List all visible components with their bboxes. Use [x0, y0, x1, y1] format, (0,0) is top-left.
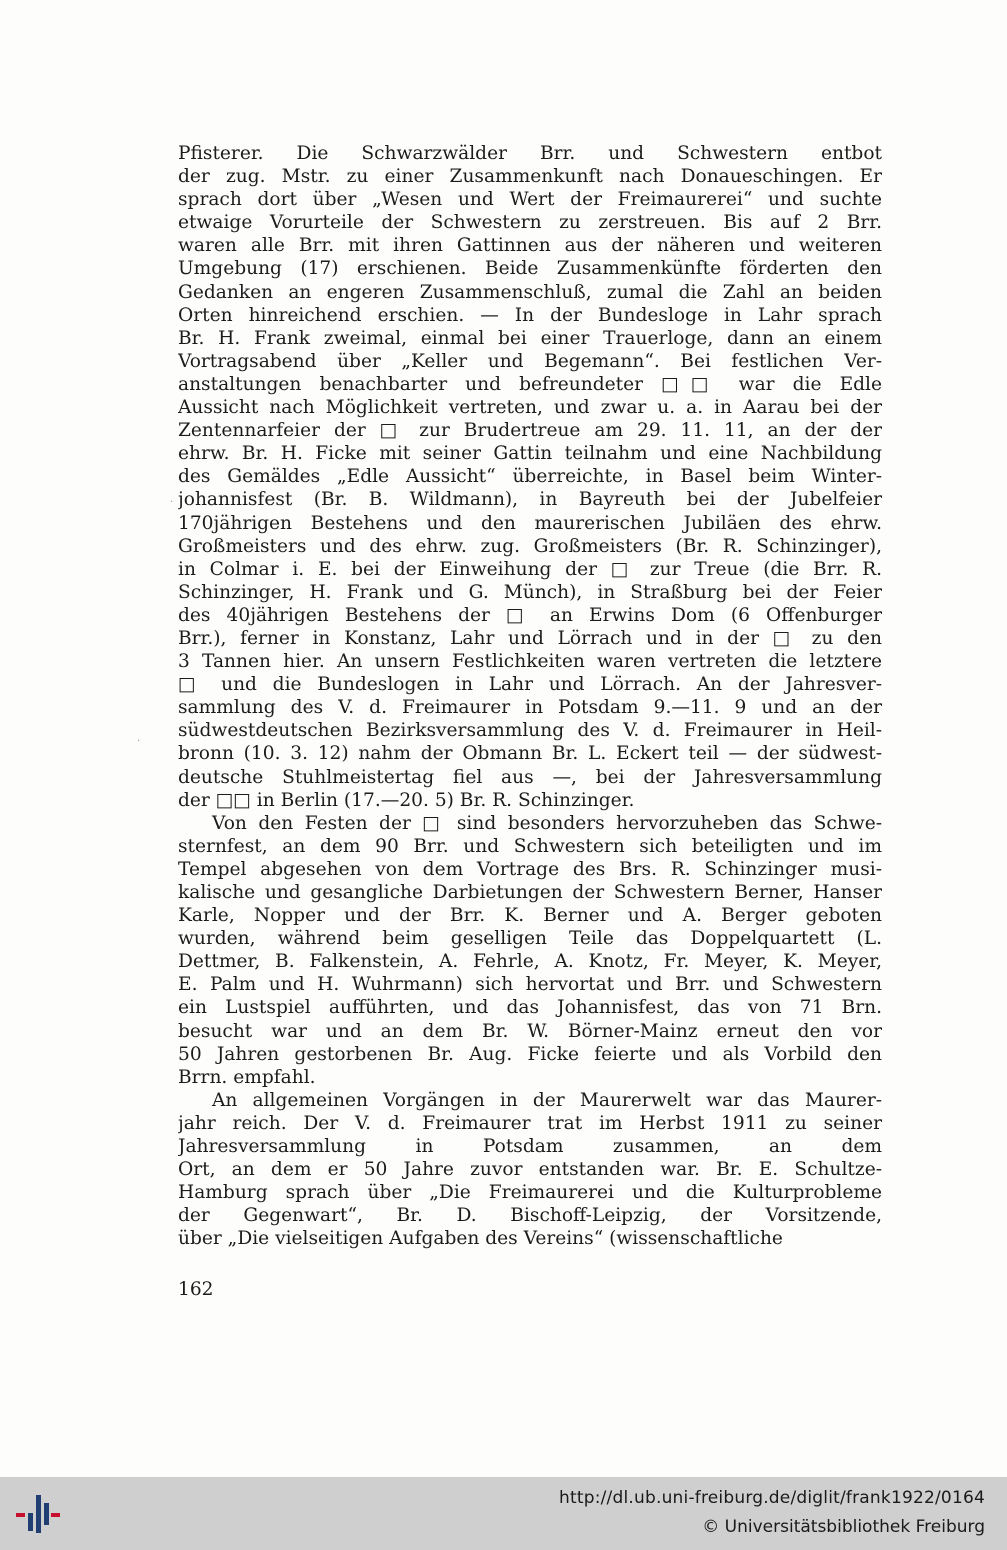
text-line: Ort, an dem er 50 Jahre zuvor entstanden war. Br. E. Schultze- — [178, 1159, 882, 1181]
text-line: etwaige Vorurteile der Schwestern zu zerstreuen. Bis auf 2 Brr. — [178, 212, 882, 234]
text-line: sprach dort über „Wesen und Wert der Freimaurerei“ und suchte — [178, 189, 882, 211]
text-line: Hamburg sprach über „Die Freimaurerei und die Kulturprobleme — [178, 1182, 882, 1204]
text-line: Aussicht nach Möglichkeit vertreten, und zwar u. a. in Aarau bei der — [178, 397, 882, 419]
copyright-notice: © Universitätsbibliothek Freiburg — [702, 1517, 985, 1537]
text-line: Pfisterer. Die Schwarzwälder Brr. und Schwestern entbot — [178, 143, 882, 164]
text-line: Orten hinreichend erschien. — In der Bundesloge in Lahr sprach — [178, 304, 882, 326]
text-line: wurden, während beim geselligen Teile das Doppelquartett (L. — [178, 928, 882, 950]
text-line: sternfest, an dem 90 Brr. und Schwestern sich beteiligten und im — [178, 835, 882, 857]
text-line: An allgemeinen Vorgängen in der Maurerwelt war das Maurer- — [212, 1089, 882, 1111]
text-line: kalische und gesangliche Darbietungen der Schwestern Berner, Hanser — [178, 882, 882, 903]
text-line: 50 Jahren gestorbenen Br. Aug. Ficke feierte und als Vorbild den — [178, 1043, 882, 1065]
margin-mark: · — [170, 497, 174, 508]
text-line: waren alle Brr. mit ihren Gattinnen aus der näheren und weiteren — [178, 235, 882, 257]
text-line: 170jährigen Bestehens und den maurerischen Jubiläen des ehrw. — [178, 512, 882, 534]
text-line: Brrn. empfahl. — [178, 1066, 316, 1088]
text-line: Dettmer, B. Falkenstein, A. Fehrle, A. Knotz, Fr. Meyer, K. Meyer, — [178, 951, 882, 973]
page-number: 162 — [178, 1279, 214, 1300]
text-line: Tempel abgesehen von dem Vortrage des Brs. R. Schinzinger musi- — [178, 858, 882, 880]
text-line: ehrw. Br. H. Ficke mit seiner Gattin teilnahm und eine Nachbildung — [178, 443, 882, 465]
text-line: der zug. Mstr. zu einer Zusammenkunft nach Donaueschingen. Er — [178, 166, 882, 188]
text-line: johannisfest (Br. B. Wildmann), in Bayreuth bei der Jubelfeier — [178, 489, 882, 511]
text-line: Umgebung (17) erschienen. Beide Zusammenkünfte förderten den — [178, 258, 882, 280]
text-line: Vortragsabend über „Keller und Begemann“. Bei festlichen Ver- — [178, 350, 882, 372]
text-line: des 40jährigen Bestehens der □ an Erwins Dom (6 Offenburger — [178, 604, 882, 626]
text-line: Schinzinger, H. Frank und G. Münch), in Straßburg bei der Feier — [178, 581, 882, 603]
text-line: Jahresversammlung in Potsdam zusammen, an dem — [178, 1136, 882, 1158]
text-line: Karle, Nopper und der Brr. K. Berner und A. Berger geboten — [178, 905, 882, 927]
text-line: □ und die Bundeslogen in Lahr und Lörrach. An der Jahresver- — [178, 674, 882, 696]
text-line: Gedanken an engeren Zusammenschluß, zumal die Zahl an beiden — [178, 281, 882, 303]
text-line: der □□ in Berlin (17.—20. 5) Br. R. Schinzinger. — [178, 789, 635, 811]
text-line: der Gegenwart“, Br. D. Bischoff-Leipzig, der Vorsitzende, — [178, 1205, 882, 1227]
text-line: über „Die vielseitigen Aufgaben des Vereins“ (wissenschaftliche — [178, 1228, 783, 1250]
text-line: in Colmar i. E. bei der Einweihung der □ zur Treue (die Brr. R. — [178, 558, 882, 580]
text-line: deutsche Stuhlmeistertag fiel aus —, bei der Jahresversammlung — [178, 766, 882, 788]
text-line: E. Palm und H. Wuhrmann) sich hervortat und Brr. und Schwestern — [178, 974, 882, 996]
text-line: sammlung des V. d. Freimaurer in Potsdam 9.—11. 9 und an der — [178, 697, 882, 719]
body-text — [178, 142, 882, 1251]
text-line: bronn (10. 3. 12) nahm der Obmann Br. L. Eckert teil — der südwest- — [178, 743, 882, 765]
text-line: jahr reich. Der V. d. Freimaurer trat im Herbst 1911 zu seiner — [178, 1112, 882, 1134]
margin-mark: · — [137, 736, 141, 747]
permalink-url[interactable]: http://dl.ub.uni-freiburg.de/diglit/frank1922/0164 — [559, 1488, 985, 1508]
text-line: ein Lustspiel aufführten, und das Johannisfest, das von 71 Brn. — [178, 997, 882, 1019]
text-line: anstaltungen benachbarter und befreundeter □□ war die Edle — [178, 373, 882, 395]
text-line: Br. H. Frank zweimal, einmal bei einer Trauerloge, dann an einem — [178, 327, 882, 349]
text-line: 3 Tannen hier. An unsern Festlichkeiten waren vertreten die letztere — [178, 651, 882, 673]
text-line: Großmeisters und des ehrw. zug. Großmeisters (Br. R. Schinzinger), — [178, 535, 882, 557]
text-line: Brr.), ferner in Konstanz, Lahr und Lörrach und in der □ zu den — [178, 627, 882, 649]
footer-bar — [0, 1477, 1007, 1550]
text-line: besucht war und an dem Br. W. Börner-Mainz erneut den vor — [178, 1020, 882, 1042]
text-line: des Gemäldes „Edle Aussicht“ überreichte, in Basel beim Winter- — [178, 466, 882, 488]
text-line: südwestdeutschen Bezirksversammlung des V. d. Freimaurer in Heil- — [178, 720, 882, 742]
ub-freiburg-logo-icon[interactable] — [14, 1491, 62, 1537]
text-line: Von den Festen der □ sind besonders hervorzuheben das Schwe- — [212, 812, 882, 834]
text-line: Zentennarfeier der □ zur Brudertreue am 29. 11. 11, an der der — [178, 420, 882, 442]
